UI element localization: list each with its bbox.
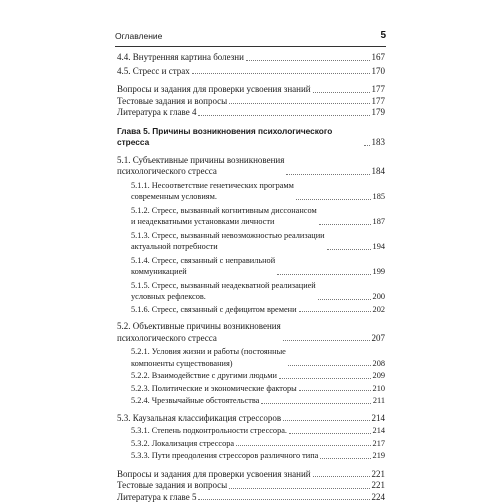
toc-entry-page: 167 [372,52,386,64]
toc-entry[interactable] [117,66,385,78]
toc-entry-title: Литература к главе 5 [117,492,196,503]
toc-entry[interactable] [117,255,385,278]
toc-leader-dots [236,445,370,446]
toc-entry-page: 179 [372,107,386,119]
toc-entry-page: 214 [373,425,385,437]
toc-chapter-entry[interactable] [117,126,385,149]
toc-leader-dots [299,390,371,391]
toc-chapter-title: Глава 5. Причины возникновения психологического стресса [117,126,362,149]
toc-entry-title: 5.2.1. Условия жизни и работы (постоянные компоненты существования) [131,346,286,369]
toc-leader-dots [283,340,370,341]
toc-entry[interactable] [117,370,385,382]
toc-entry-page: 210 [373,383,385,395]
toc-leader-dots [198,115,369,116]
toc-entry-page: 185 [373,191,385,203]
toc-entry[interactable] [117,321,385,344]
toc-leader-dots [364,145,370,146]
toc-leader-dots [283,420,369,421]
toc-entry-title: 5.3.2. Локализация стрессора [131,438,234,450]
toc-entry-page: 177 [372,96,386,108]
toc-entry-page: 194 [373,241,385,253]
toc-entry[interactable] [117,304,385,316]
toc-leader-dots [261,403,371,404]
toc-entry[interactable] [117,425,385,437]
toc-leader-dots [229,103,369,104]
toc-entry-title: Литература к главе 4 [117,107,196,119]
toc-entry[interactable] [117,155,385,178]
toc-entry-page: 224 [372,492,386,503]
toc-entry-title: Вопросы и задания для проверки усвоения знаний [117,84,311,96]
toc-leader-dots [299,311,371,312]
toc-entry-title: 5.1. Субъективные причины возникновения психологического стресса [117,155,284,178]
toc-entry-page: 219 [373,450,385,462]
toc-leader-dots [229,488,369,489]
toc-leader-dots [279,378,371,379]
toc-entry-title: 5.2. Объективные причины возникновения психологического стресса [117,321,281,344]
toc-entry[interactable] [117,492,385,503]
toc-entry-title: Тестовые задания и вопросы [117,480,227,492]
toc-leader-dots [318,299,371,300]
toc-entry-title: 5.1.6. Стресс, связанный с дефицитом времени [131,304,297,316]
toc-entry[interactable] [117,438,385,450]
toc-entry-title: Вопросы и задания для проверки усвоения знаний [117,469,311,481]
toc-entry-title: 5.2.2. Взаимодействие с другими людьми [131,370,277,382]
toc-entry-page: 199 [373,266,385,278]
toc-leader-dots [246,60,370,61]
toc-entry-title: 5.1.1. Несоответствие генетических программ современным условиям. [131,180,294,203]
toc-entry-page: 211 [373,395,385,407]
toc-entry-title: 5.1.2. Стресс, вызванный когнитивным диссонансом и неадекватными установками личности [131,205,317,228]
toc-entry[interactable] [117,180,385,203]
toc-entry-title: 5.3.1. Степень подконтрольности стрессора. [131,425,287,437]
toc-entry-title: 5.3. Каузальная классификация стрессоров [117,413,281,425]
toc-entry[interactable] [117,395,385,407]
table-of-contents [117,52,385,503]
toc-entry[interactable] [117,230,385,253]
header-rule [115,46,386,47]
toc-entry-title: 5.1.5. Стресс, вызванный неадекватной реализацией условных рефлексов. [131,280,316,303]
toc-leader-dots [277,274,370,275]
toc-leader-dots [313,92,370,93]
toc-entry[interactable] [117,107,385,119]
toc-entry-title: 4.5. Стресс и страх [117,66,190,78]
toc-leader-dots [289,433,371,434]
running-header [115,31,386,45]
toc-entry-page: 200 [373,291,385,303]
toc-entry[interactable] [117,52,385,64]
toc-entry-page: 221 [372,469,386,481]
toc-leader-dots [286,174,369,175]
toc-entry-page: 184 [372,166,386,178]
toc-leader-dots [327,249,371,250]
toc-entry[interactable] [117,469,385,481]
running-header-title: Оглавление [115,31,162,41]
toc-leader-dots [320,458,370,459]
toc-entry-page: 221 [372,480,386,492]
toc-entry-page: 207 [372,333,386,345]
toc-entry-page: 177 [372,84,386,96]
toc-entry[interactable] [117,96,385,108]
toc-leader-dots [319,224,371,225]
toc-entry-title: 4.4. Внутренняя картина болезни [117,52,244,64]
toc-entry-title: 5.2.3. Политические и экономические факторы [131,383,297,395]
toc-entry-title: Тестовые задания и вопросы [117,96,227,108]
toc-entry[interactable] [117,205,385,228]
toc-entry[interactable] [117,84,385,96]
toc-entry-page: 208 [373,358,385,370]
toc-entry-page: 202 [373,304,385,316]
toc-entry-title: 5.1.4. Стресс, связанный с неправильной коммуникацией [131,255,275,278]
toc-entry-page: 209 [373,370,385,382]
page-number: 5 [380,30,386,41]
toc-entry-page: 183 [372,137,386,149]
toc-entry-page: 217 [373,438,385,450]
toc-entry[interactable] [117,480,385,492]
toc-leader-dots [296,199,371,200]
toc-entry[interactable] [117,346,385,369]
toc-entry-title: 5.2.4. Чрезвычайные обстоятельства [131,395,259,407]
toc-entry-page: 214 [372,413,386,425]
toc-entry[interactable] [117,413,385,425]
toc-entry-page: 170 [372,66,386,78]
toc-leader-dots [288,365,371,366]
toc-entry-title: 5.3.3. Пути преодоления стрессоров различного типа [131,450,318,462]
toc-entry-title: 5.1.3. Стресс, вызванный невозможностью реализации актуальной потребности [131,230,325,253]
toc-entry[interactable] [117,383,385,395]
toc-leader-dots [192,73,370,74]
toc-entry-page: 187 [373,216,385,228]
toc-leader-dots [313,476,370,477]
toc-entry[interactable] [117,280,385,303]
toc-entry[interactable] [117,450,385,462]
